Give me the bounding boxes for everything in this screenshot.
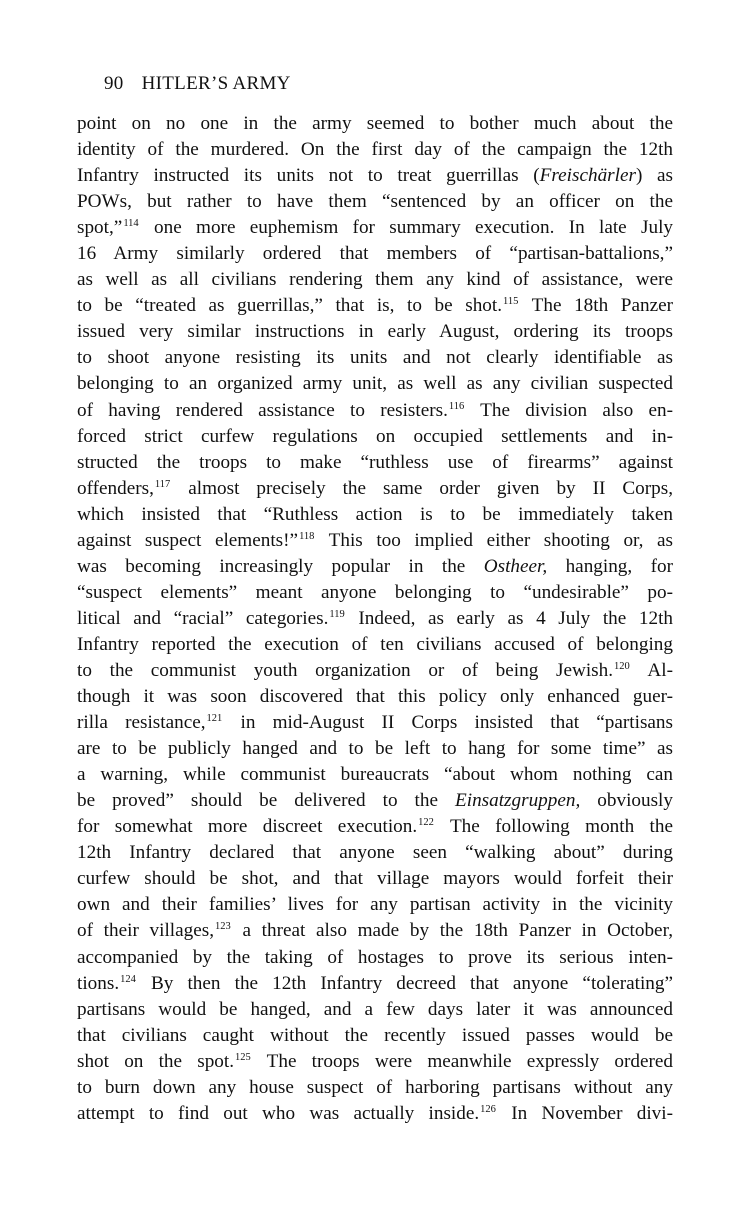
text-line <box>77 606 673 632</box>
text-segment: POWs, but rather to have them “sentenced by an officer on the <box>77 191 673 213</box>
text-segment: hanging, for <box>547 555 673 577</box>
text-line <box>77 371 673 397</box>
text-line <box>77 241 673 267</box>
text-segment: was becoming increasingly popular in the <box>77 555 484 577</box>
text-segment: Infantry reported the execution of ten civilians accused of belonging <box>77 633 673 655</box>
text-line <box>77 424 673 450</box>
text-segment: litical and “racial” categories. <box>77 607 329 629</box>
text-segment: Indeed, as early as 4 July the 12th <box>345 607 673 629</box>
text-line <box>77 137 673 163</box>
text-line <box>77 554 673 580</box>
footnote-reference: 117 <box>154 478 171 490</box>
text-segment: point on no one in the army seemed to bother much about the <box>77 113 673 134</box>
text-line <box>77 866 673 892</box>
text-segment: The division also en- <box>465 399 673 421</box>
text-segment: spot,” <box>77 217 123 239</box>
text-line <box>77 476 673 502</box>
text-segment: obviously <box>580 790 673 812</box>
text-segment: curfew should be shot, and that village mayors would forfeit their <box>77 868 673 890</box>
text-segment: in mid-August II Corps insisted that “partisans <box>223 712 673 734</box>
text-segment: be proved” should be delivered to the <box>77 790 456 812</box>
footnote-reference: 125 <box>235 1051 251 1063</box>
footnote-reference: 116 <box>448 400 465 412</box>
text-segment: to the communist youth organization or of being Jewish. <box>77 659 614 681</box>
text-segment: offenders, <box>77 477 154 499</box>
text-line <box>77 345 673 371</box>
text-line <box>77 580 673 606</box>
footnote-reference: 120 <box>614 660 630 672</box>
text-segment: The 18th Panzer <box>519 295 673 317</box>
text-segment: to burn down any house suspect of harboring partisans without any <box>77 1076 673 1098</box>
text-segment: a warning, while communist bureaucrats “about whom nothing can <box>77 764 673 786</box>
text-segment: for somewhat more discreet execution. <box>77 816 418 838</box>
text-segment: By then the 12th Infantry decreed that anyone “tolerating” <box>136 972 673 994</box>
text-segment: This too implied either shooting or, as <box>315 529 673 551</box>
body-paragraph <box>77 111 673 1127</box>
text-line <box>77 632 673 658</box>
text-line <box>77 840 673 866</box>
text-segment: own and their families’ lives for any partisan activity in the vicinity <box>77 894 673 916</box>
text-line <box>77 1101 673 1127</box>
footnote-reference: 121 <box>206 713 223 725</box>
text-line <box>77 788 673 814</box>
footnote-reference: 126 <box>480 1103 496 1115</box>
text-segment: identity of the murdered. On the first day of the campaign the 12th <box>77 139 673 161</box>
text-line <box>77 684 673 710</box>
text-segment: 16 Army similarly ordered that members of “partisan-battalions,” <box>77 243 673 265</box>
text-segment: are to be publicly hanged and to be left to hang for some time” as <box>77 738 673 760</box>
text-segment: against suspect elements!” <box>77 529 299 551</box>
text-line <box>77 398 673 424</box>
running-head <box>104 72 291 96</box>
text-segment: to be “treated as guerrillas,” that is, to be shot. <box>77 295 503 317</box>
text-segment: In November divi- <box>496 1102 673 1124</box>
text-line <box>77 111 673 137</box>
text-segment: belonging to an organized army unit, as well as any civilian suspected <box>77 373 673 395</box>
text-line <box>77 1075 673 1101</box>
text-line <box>77 215 673 241</box>
footnote-reference: 118 <box>299 530 315 542</box>
italic-term: Ostheer, <box>483 555 548 577</box>
text-segment: The troops were meanwhile expressly ordered <box>251 1050 673 1072</box>
text-segment: which insisted that “Ruthless action is to be immediately taken <box>77 503 673 525</box>
text-line <box>77 267 673 293</box>
text-segment: issued very similar instructions in early August, ordering its troops <box>77 321 673 343</box>
text-segment: forced strict curfew regulations on occupied settlements and in- <box>77 425 673 447</box>
footnote-reference: 115 <box>503 296 519 308</box>
text-segment: rilla resistance, <box>77 712 206 734</box>
footnote-reference: 122 <box>418 817 434 829</box>
italic-term: Einsatzgruppen, <box>455 790 581 812</box>
text-line <box>77 1049 673 1075</box>
text-line <box>77 971 673 997</box>
footnote-reference: 114 <box>123 218 139 230</box>
text-segment: 12th Infantry declared that anyone seen “walking about” during <box>77 842 673 864</box>
text-segment: almost precisely the same order given by II Corps, <box>171 477 673 499</box>
text-line <box>77 528 673 554</box>
footnote-reference: 123 <box>215 921 231 933</box>
text-segment: tions. <box>77 972 120 994</box>
footnote-reference: 119 <box>329 608 345 620</box>
text-line <box>77 814 673 840</box>
text-line <box>77 450 673 476</box>
text-segment: partisans would be hanged, and a few days later it was announced <box>77 998 673 1020</box>
text-segment: The following month the <box>434 816 673 838</box>
footnote-reference: 124 <box>120 973 136 985</box>
text-line <box>77 319 673 345</box>
text-segment: Infantry instructed its units not to treat guerrillas ( <box>77 165 540 187</box>
text-segment: “suspect elements” meant anyone belonging to “undesirable” po- <box>77 581 673 603</box>
text-line <box>77 293 673 319</box>
text-segment: of their villages, <box>77 920 214 942</box>
text-line <box>77 502 673 528</box>
text-line <box>77 892 673 918</box>
text-segment: attempt to find out who was actually inside. <box>77 1102 480 1124</box>
text-line <box>77 736 673 762</box>
text-segment: Al- <box>630 659 673 681</box>
text-line <box>77 710 673 736</box>
text-line <box>77 658 673 684</box>
italic-term: Freischärler <box>539 165 636 187</box>
text-segment: that civilians caught without the recently issued passes would be <box>77 1024 673 1046</box>
text-line <box>77 1023 673 1049</box>
text-line <box>77 945 673 971</box>
text-segment: one more euphemism for summary execution. In late July <box>139 217 673 239</box>
running-title: HITLER’S ARMY <box>141 73 291 94</box>
text-segment: to shoot anyone resisting its units and not clearly identifiable as <box>77 347 673 369</box>
text-line <box>77 163 673 189</box>
page-number: 90 <box>104 73 124 94</box>
text-segment: accompanied by the taking of hostages to prove its serious inten- <box>77 946 673 968</box>
text-line <box>77 189 673 215</box>
text-line <box>77 997 673 1023</box>
text-segment: though it was soon discovered that this policy only enhanced guer- <box>77 686 673 708</box>
text-segment: structed the troops to make “ruthless use of firearms” against <box>77 451 673 473</box>
text-line <box>77 762 673 788</box>
text-segment: as well as all civilians rendering them any kind of assistance, were <box>77 269 673 291</box>
text-segment: a threat also made by the 18th Panzer in October, <box>231 920 673 942</box>
text-segment: shot on the spot. <box>77 1050 235 1072</box>
text-line <box>77 918 673 944</box>
text-segment: of having rendered assistance to resisters. <box>77 399 448 421</box>
text-segment: ) as <box>635 165 673 187</box>
